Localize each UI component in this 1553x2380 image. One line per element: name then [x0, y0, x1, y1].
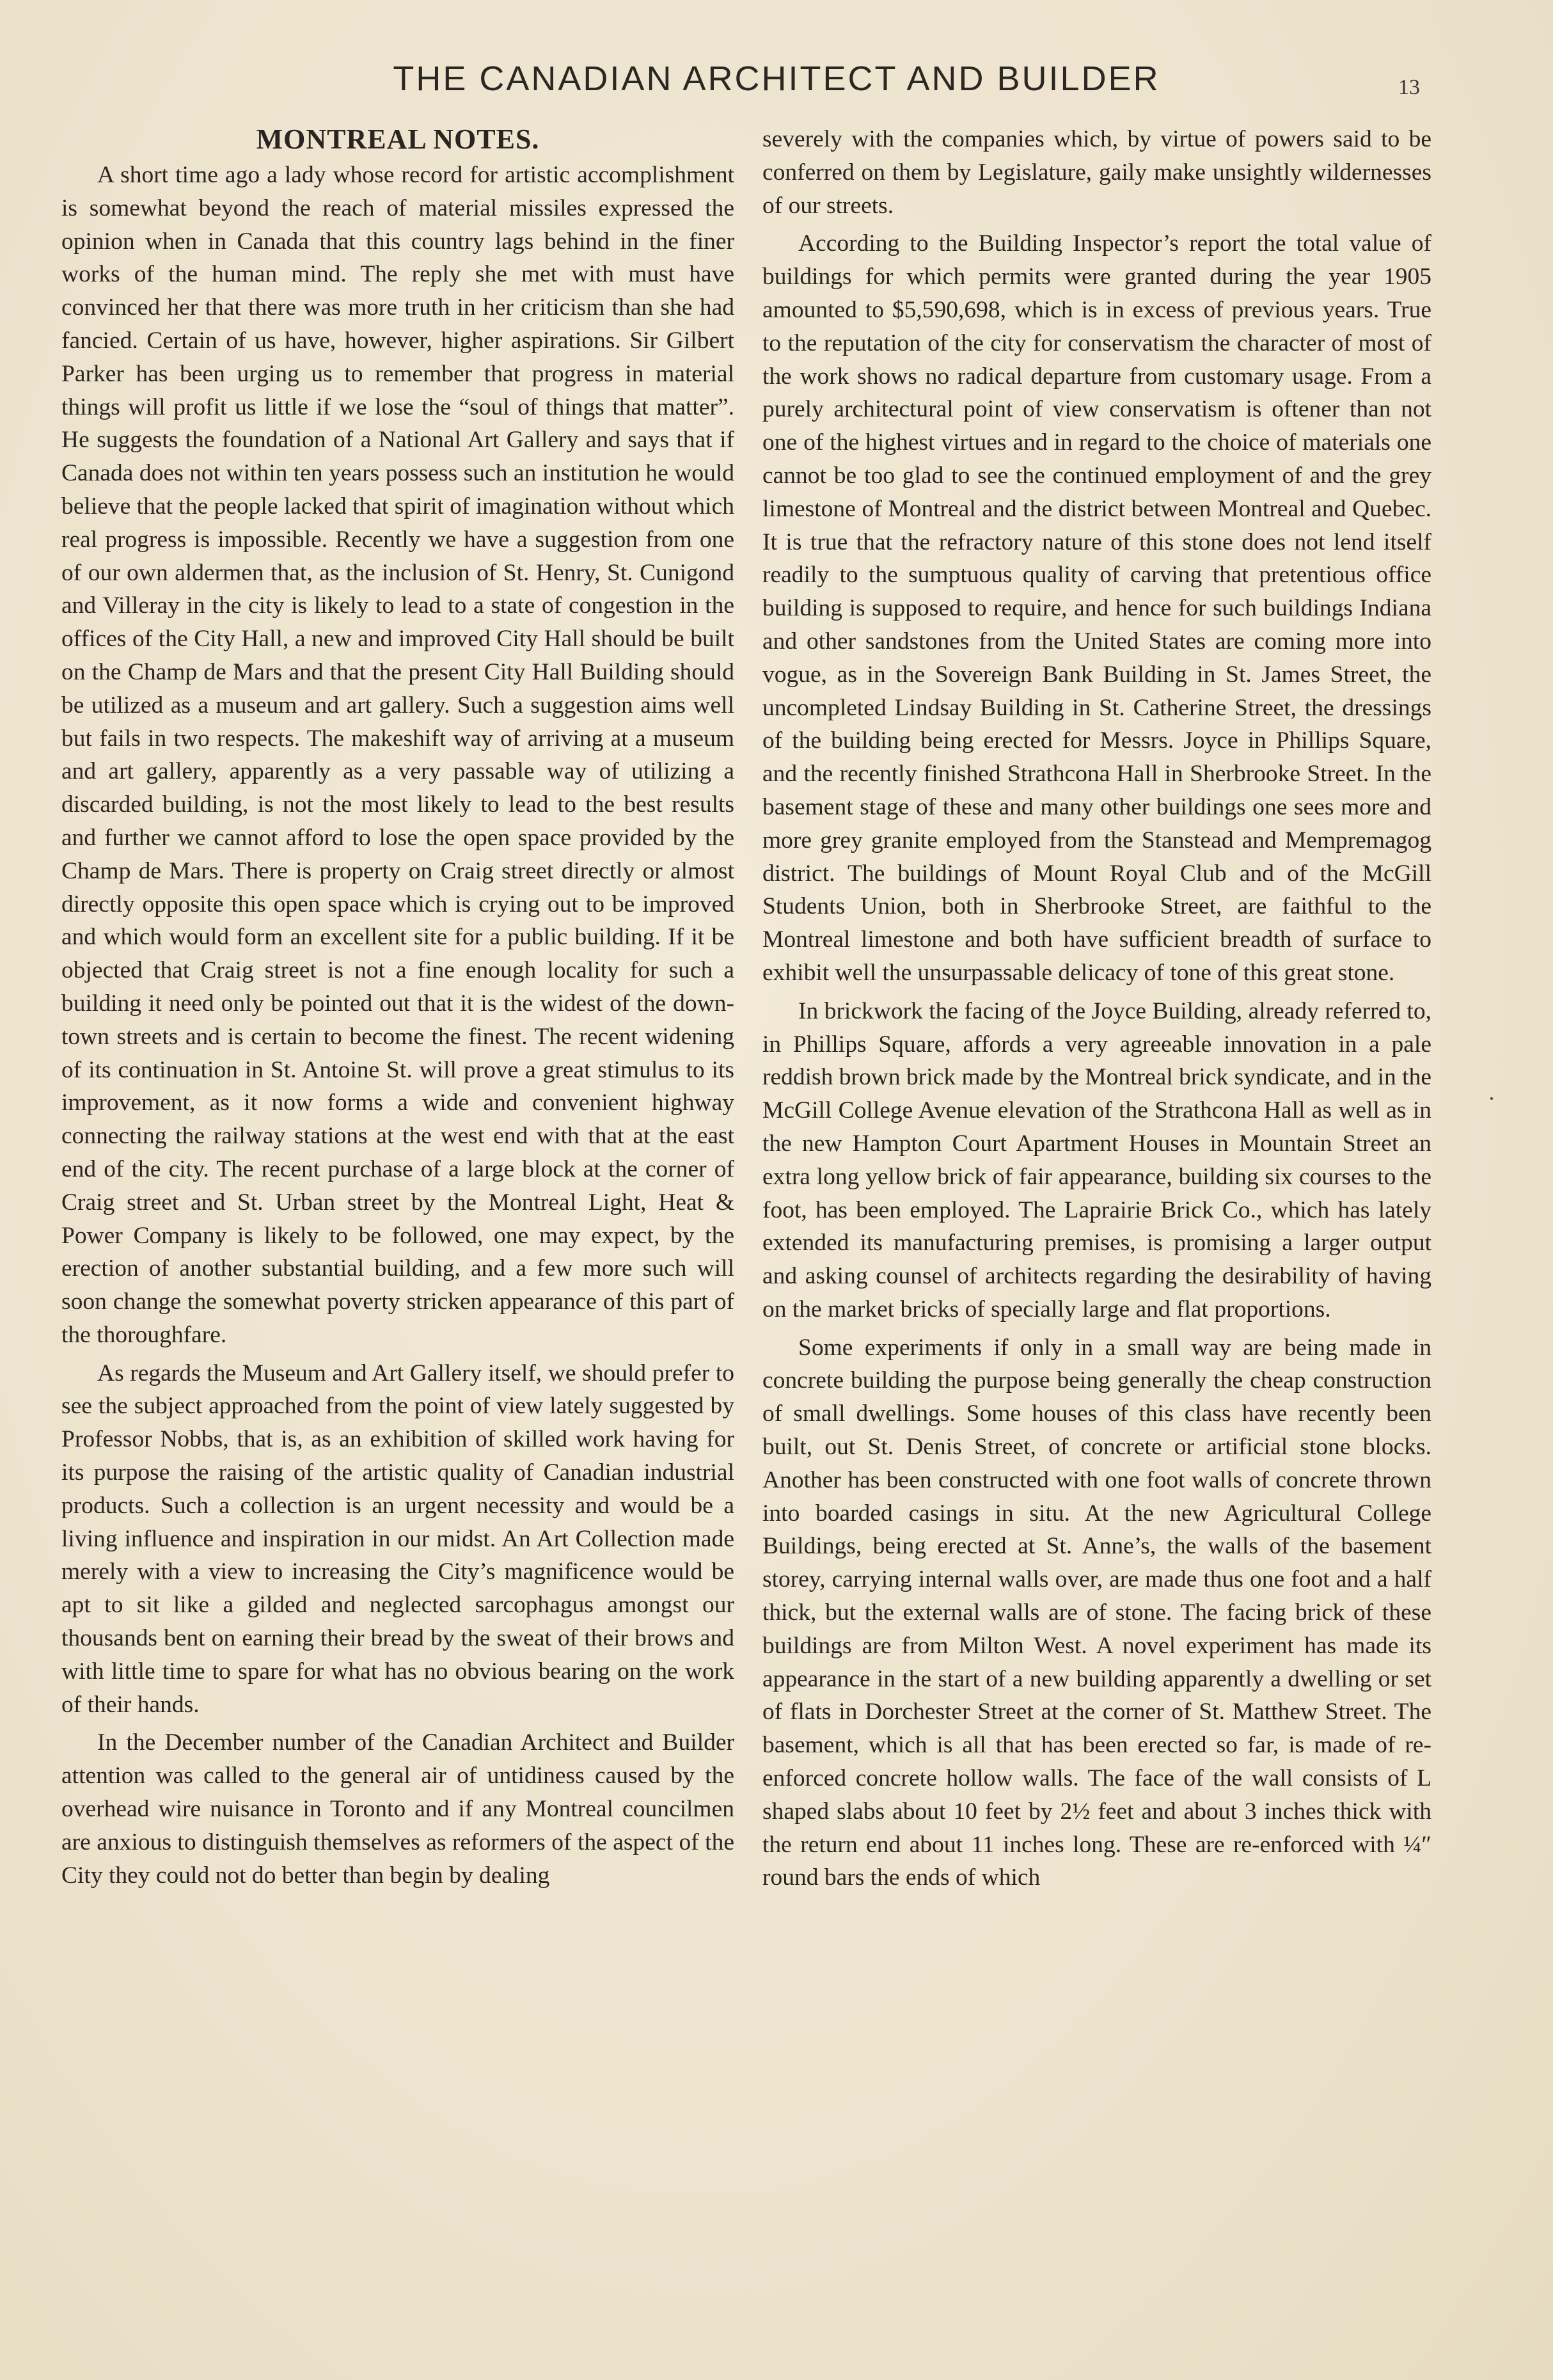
- paragraph-art-gallery: A short time ago a lady whose record for artistic accomplishment is somewhat beyond the reach of material missiles expressed the opinion when in Canada that this country lags behind in the finer works of the human mind. The reply she met with must have convinced her that there was more truth in her criticism than she had fancied. Certain of us have, however, higher aspirations. Sir Gilbert Parker has been urging us to remember that progress in material things will profit us little if we lose the “soul of things that matter”. He suggests the foundation of a National Art Gallery and says that if Canada does not within ten years possess such an institution he would believe that the people lacked that spirit of imagination without which real progress is impossible. Recently we have a suggestion from one of our own aldermen that, as the inclusion of St. Henry, St. Cunigond and Villeray in the city is likely to lead to a state of congestion in the offices of the City Hall, a new and improved City Hall should be built on the Champ de Mars and that the present City Hall Building should be utilized as a museum and art gallery. Such a suggestion aims well but fails in two respects. The makeshift way of arriving at a museum and art gallery, apparently as a very passable way of utilizing a discarded building, is not the most likely to lead to the best results and further we cannot afford to lose the open space provided by the Champ de Mars. There is property on Craig street directly or almost directly opposite this open space which is crying out to be improved and which would form an excellent site for a public building. If it be objected that Craig street is not a fine enough locality for such a building it need only be pointed out that it is the widest of the down-town streets and is certain to become the finest. The recent widening of its continuation in St. Antoine St. will prove a great stimulus to its improvement, as it now forms a wide and convenient highway connecting the railway stations at the west end with that at the east end of the city. The recent purchase of a large block at the corner of Craig street and St. Urban street by the Montreal Light, Heat & Power Company is likely to be followed, one may expect, by the erection of another substantial building, and a few more such will soon change the somewhat poverty stricken appearance of this part of the thoroughfare.: [61, 162, 734, 1348]
- paragraph-museum: As regards the Museum and Art Gallery itself, we should prefer to see the subject approached from the point of view lately suggested by Professor Nobbs, that is, as an exhibition of skilled work having for its purpose the raising of the artistic quality of Canadian industrial products. Such a collection is an urgent necessity and would be a living influence and inspiration in our midst. An Art Collection made merely with a view to increasing the City’s magnificence would be apt to sit like a gilded and neglected sarcophagus amongst our thousands bent on earning their bread by the sweat of their brows and with little time to spare for what has no obvious bearing on the work of their hands.: [61, 1360, 734, 1718]
- paragraph-brickwork: In brickwork the facing of the Joyce Building, already referred to, in Phillips Square, affords a very agreeable innovation in a pale reddish brown brick made by the Montreal brick syndicate, and in the McGill College Avenue elevation of the Strathcona Hall as well as in the new Hampton Court Apartment Houses in Mountain Street an extra long yellow brick of fair appearance, building six courses to the foot, has been employed. The Laprairie Brick Co., which has lately extended its manufacturing premises, is promising a larger output and asking counsel of architects regarding the desirability of having on the market bricks of specially large and flat proportions.: [762, 997, 1431, 1322]
- left-column: [61, 122, 734, 1892]
- paragraph-overhead-wires: In the December number of the Canadian Architect and Builder attention was called to the general air of untidiness caused by the overhead wire nuisance in Toronto and if any Montreal councilmen are anxious to distinguish themselves as reformers of the aspect of the City they could not do better than begin by dealing: [61, 1729, 734, 1889]
- page-number: 13: [1398, 75, 1420, 99]
- paragraph-continued: severely with the companies which, by virtue of powers said to be conferred on them by Legislature, gaily make unsightly wildernesses of our streets.: [762, 126, 1431, 219]
- right-column: [762, 123, 1431, 1894]
- print-speck: [1490, 1097, 1493, 1100]
- paragraph-building-report: According to the Building Inspector’s report the total value of buildings for which permits were granted during the year 1905 amounted to $5,590,698, which is in excess of previous years. True to the reputation of the city for conservatism the character of most of the work shows no radical departure from customary usage. From a purely architectural point of view conservatism is oftener than not one of the highest virtues and in regard to the choice of materials one cannot be too glad to see the continued employment of and the grey limestone of Montreal and the district between Montreal and Quebec. It is true that the refractory nature of this stone does not lend itself readily to the sumptuous quality of carving that pretentious office building is supposed to require, and hence for such buildings Indiana and other sandstones from the United States are coming more into vogue, as in the Sovereign Bank Building in St. James Street, the uncompleted Lindsay Building in St. Catherine Street, the dressings of the building being erected for Messrs. Joyce in Phillips Square, and the recently finished Strathcona Hall in Sherbrooke Street. In the basement stage of these and many other buildings one sees more and more grey granite employed from the Stanstead and Mempremagog district. The buildings of Mount Royal Club and of the McGill Students Union, both in Sherbrooke Street, are faithful to the Montreal limestone and both have sufficient breadth of surface to exhibit well the unsurpassable delicacy of tone of this great stone.: [762, 230, 1431, 986]
- journal-title: THE CANADIAN ARCHITECT AND BUILDER: [393, 60, 1160, 98]
- article-title: MONTREAL NOTES.: [256, 123, 540, 155]
- paragraph-concrete: Some experiments if only in a small way are being made in concrete building the purpose being generally the cheap construction of small dwellings. Some houses of this class have recently been built, out St. Denis Street, of concrete or artificial stone blocks. Another has been constructed with one foot walls of concrete thrown into boarded casings in situ. At the new Agricultural College Buildings, being erected at St. Anne’s, the walls of the basement storey, carrying internal walls over, are made thus one foot and a half thick, but the external walls are of stone. The facing brick of these buildings are from Milton West. A novel experiment has made its appearance in the start of a new building apparently a dwelling or set of flats in Dorchester Street at the corner of St. Matthew Street. The basement, which is all that has been erected so far, is made of re-enforced concrete hollow walls. The face of the wall consists of L shaped slabs about 10 feet by 2½ feet and about 3 inches thick with the return end about 11 inches long. These are re-enforced with ¼″ round bars the ends of which: [762, 1334, 1431, 1891]
